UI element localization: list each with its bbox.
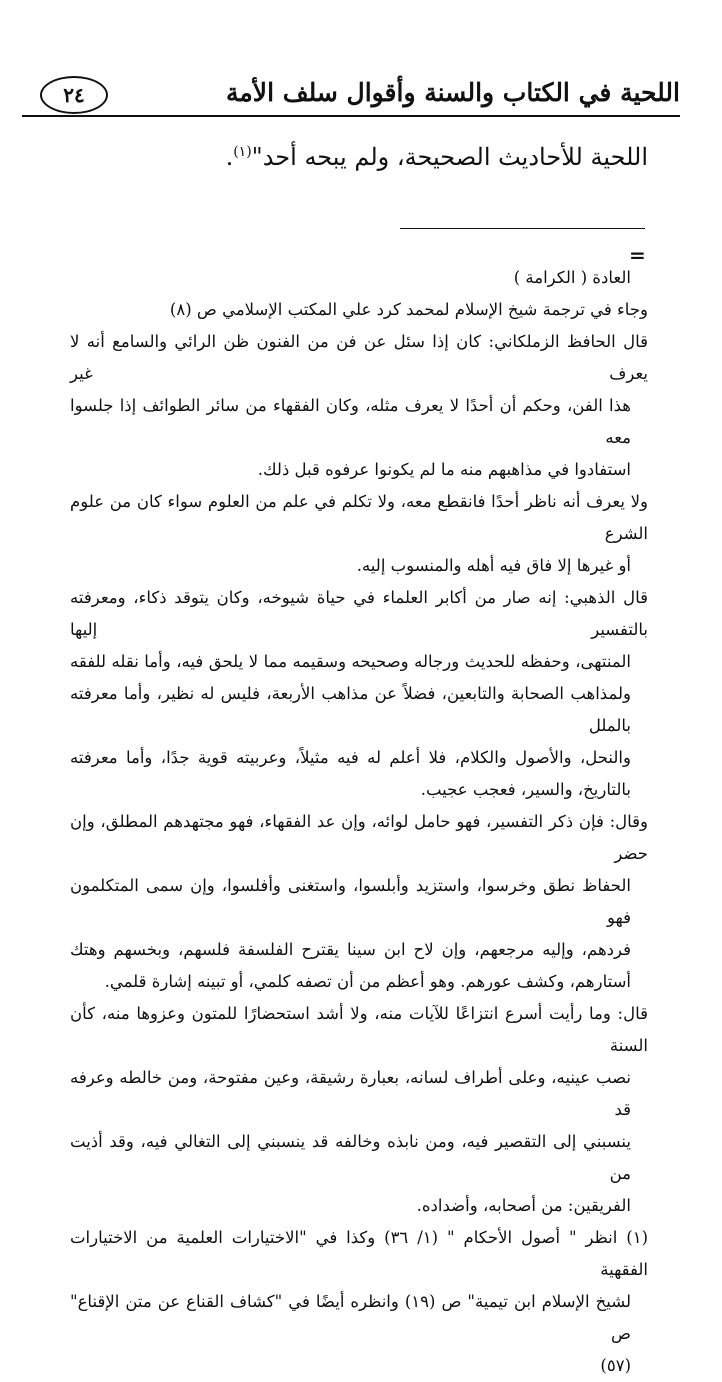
page-number: ٢٤ xyxy=(63,83,85,107)
footnote-line: نصب عينيه، وعلى أطراف لسانه، بعبارة رشيقة، وعين مفتوحة، ومن خالطه وعرفه قد xyxy=(70,1068,631,1119)
footnote-line: الفريقين: من أصحابه، وأضداده. xyxy=(416,1196,631,1215)
footnote-line: أو غيرها إلا فاق فيه أهله والمنسوب إليه. xyxy=(356,556,631,575)
footnote-line: (١) انظر " أصول الأحكام " (١/ ٣٦) وكذا في "الاختيارات العلمية من الاختيارات الفقهية xyxy=(70,1228,648,1279)
footnote-line: الحفاظ نطق وخرسوا، واستزيد وأبلسوا، واستغنى وأفلسوا، وإن سمى المتكلمون فهو xyxy=(70,876,631,927)
running-title: اللحية في الكتاب والسنة وأقوال سلف الأمة xyxy=(226,78,680,107)
footnote-line: فردهم، وإليه مرجعهم، وإن لاح ابن سينا يقترح الفلسفة فلسهم، وبخسهم وهتك xyxy=(70,940,631,959)
footnote-line: ولا يعرف أنه ناظر أحدًا فانقطع معه، ولا تكلم في علم من العلوم سواء كان من علوم الشرع xyxy=(70,492,648,543)
page-number-oval xyxy=(40,76,108,114)
footnote-line: هذا الفن، وحكم أن أحدًا لا يعرف مثله، وكان الفقهاء من سائر الطوائف إذا جلسوا معه xyxy=(70,396,631,447)
footnote-line: قال الحافظ الزملكاني: كان إذا سئل عن فن من الفنون ظن الرائي والسامع أنه لا يعرف غير xyxy=(70,332,648,383)
footnote-line: وقال: فإن ذكر التفسير، فهو حامل لوائه، وإن عد الفقهاء، فهو مجتهدهم المطلق، وإن حضر xyxy=(70,812,648,863)
main-text-body: اللحية للأحاديث الصحيحة، ولم يبحه أحد" xyxy=(251,143,648,171)
footnote-line: والنحل، والأصول والكلام، فلا أعلم له فيه مثيلاً، وعربيته قوية جدًا، وأما معرفته xyxy=(70,748,631,767)
footnote-line: قال الذهبي: إنه صار من أكابر العلماء في حياة شيوخه، وكان يتوقد ذكاء، ومعرفته بالتفسير إليها xyxy=(70,588,648,639)
main-text-end: . xyxy=(225,143,234,171)
footnote-line: العادة ( الكرامة ) xyxy=(513,268,631,287)
header-rule xyxy=(22,115,680,117)
main-text xyxy=(226,143,648,171)
footnote-reference: (١) xyxy=(233,144,252,160)
footnote-line: ولمذاهب الصحابة والتابعين، فضلاً عن مذاهب الأربعة، فليس له نظير، وأما معرفته بالملل xyxy=(70,684,631,735)
footnote-line: المنتهى، وحفظه للحديث ورجاله وصحيحه وسقيمه مما لا يلحق فيه، وأما نقله للفقه xyxy=(70,652,631,671)
page-header xyxy=(22,68,680,116)
footnote-continuation-mark: = xyxy=(629,243,646,267)
footnotes-block xyxy=(70,262,648,1382)
footnote-line: قال: وما رأيت أسرع انتزاعًا للآيات منه، ولا أشد استحضارًا للمتون وعزوها منه، كأن السنة xyxy=(70,1004,648,1055)
footnote-line: بالتاريخ، والسير، فعجب عجيب. xyxy=(420,780,631,799)
footnote-line: لشيخ الإسلام ابن تيمية" ص (١٩) وانظره أيضًا في "كشاف القناع عن متن الإقناع" ص xyxy=(70,1292,631,1343)
footnote-separator xyxy=(400,228,645,229)
footnote-line: أستارهم، وكشف عورهم. وهو أعظم من أن تصفه كلمي، أو تبينه إشارة قلمي. xyxy=(104,972,631,991)
footnote-line: استفادوا في مذاهبهم منه ما لم يكونوا عرفوه قبل ذلك. xyxy=(257,460,631,479)
footnote-line: ينسبني إلى التقصير فيه، ومن نابذه وخالفه قد ينسبني إلى التغالي فيه، وقد أذيت من xyxy=(70,1132,631,1183)
footnote-line: (٥٧) xyxy=(600,1356,631,1375)
footnote-line: وجاء في ترجمة شيخ الإسلام لمحمد كرد علي المكتب الإسلامي ص (٨) xyxy=(169,300,648,319)
